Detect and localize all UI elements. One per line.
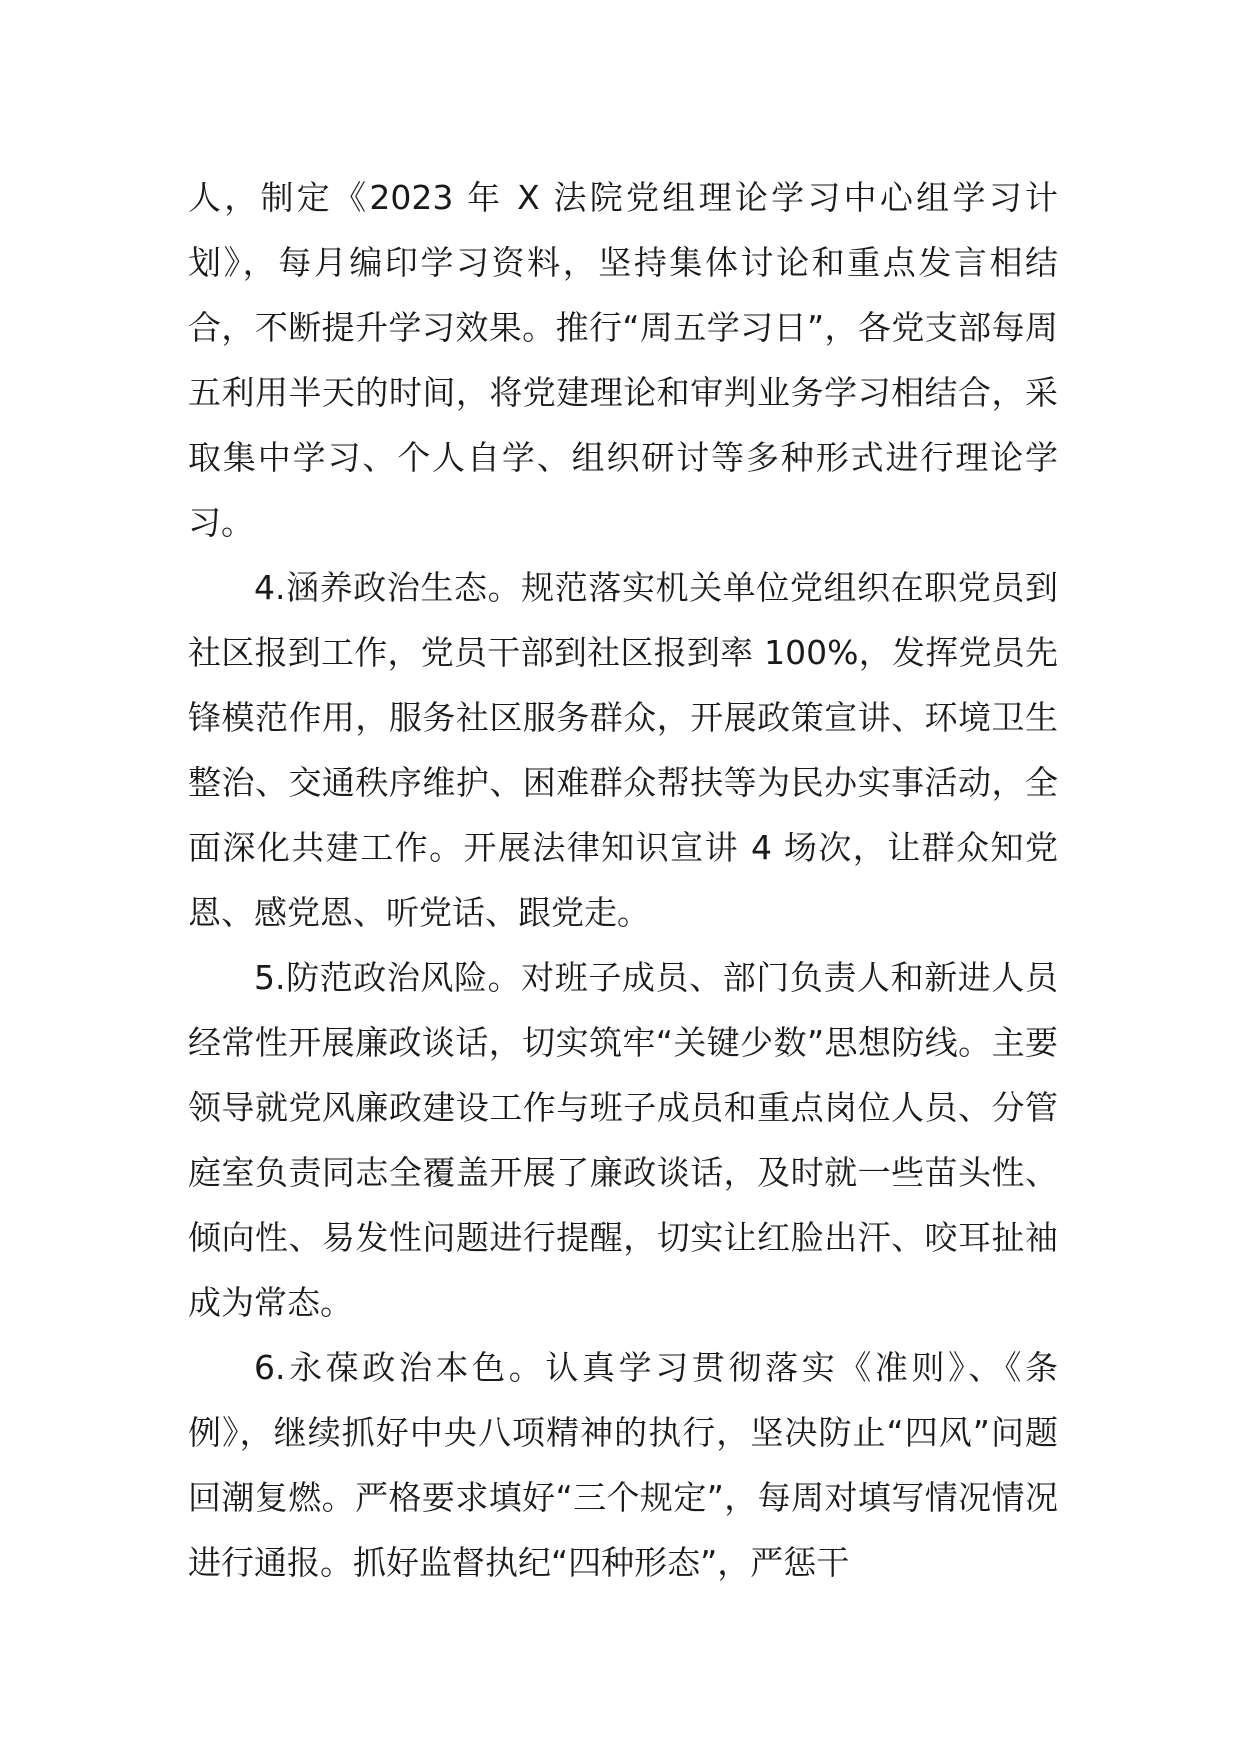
- paragraph-continuation: 人，制定《2023 年 X 法院党组理论学习中心组学习计划》，每月编印学习资料，坚持集体讨论和重点发言相结合，不断提升学习效果。推行“周五学习日”，各党支部每周五利用半天的时间，将党建理论和审判业务学习相结合，采取集中学习、个人自学、组织研讨等多种形式进行理论学习。: [188, 178, 1058, 542]
- paragraph-item-6: 6.永葆政治本色。认真学习贯彻落实《准则》、《条例》，继续抓好中央八项精神的执行，坚决防止“四风”问题回潮复燃。严格要求填好“三个规定”，每周对填写情况情况进行通报。抓好监督执纪“四种形态”，严惩干: [188, 1348, 1058, 1582]
- paragraph-item-5: 5.防范政治风险。对班子成员、部门负责人和新进人员经常性开展廉政谈话，切实筑牢“关键少数”思想防线。主要领导就党风廉政建设工作与班子成员和重点岗位人员、分管庭室负责同志全覆盖开展了廉政谈话，及时就一些苗头性、倾向性、易发性问题进行提醒，切实让红脸出汗、咬耳扯袖成为常态。: [188, 958, 1058, 1322]
- document-body: [188, 165, 1058, 1595]
- paragraph-item-4: 4.涵养政治生态。规范落实机关单位党组织在职党员到社区报到工作，党员干部到社区报到率 100%，发挥党员先锋模范作用，服务社区服务群众，开展政策宣讲、环境卫生整治、交通秩序维护、困难群众帮扶等为民办实事活动，全面深化共建工作。开展法律知识宣讲 4 场次，让群众知党恩、感党恩、听党话、跟党走。: [188, 568, 1058, 932]
